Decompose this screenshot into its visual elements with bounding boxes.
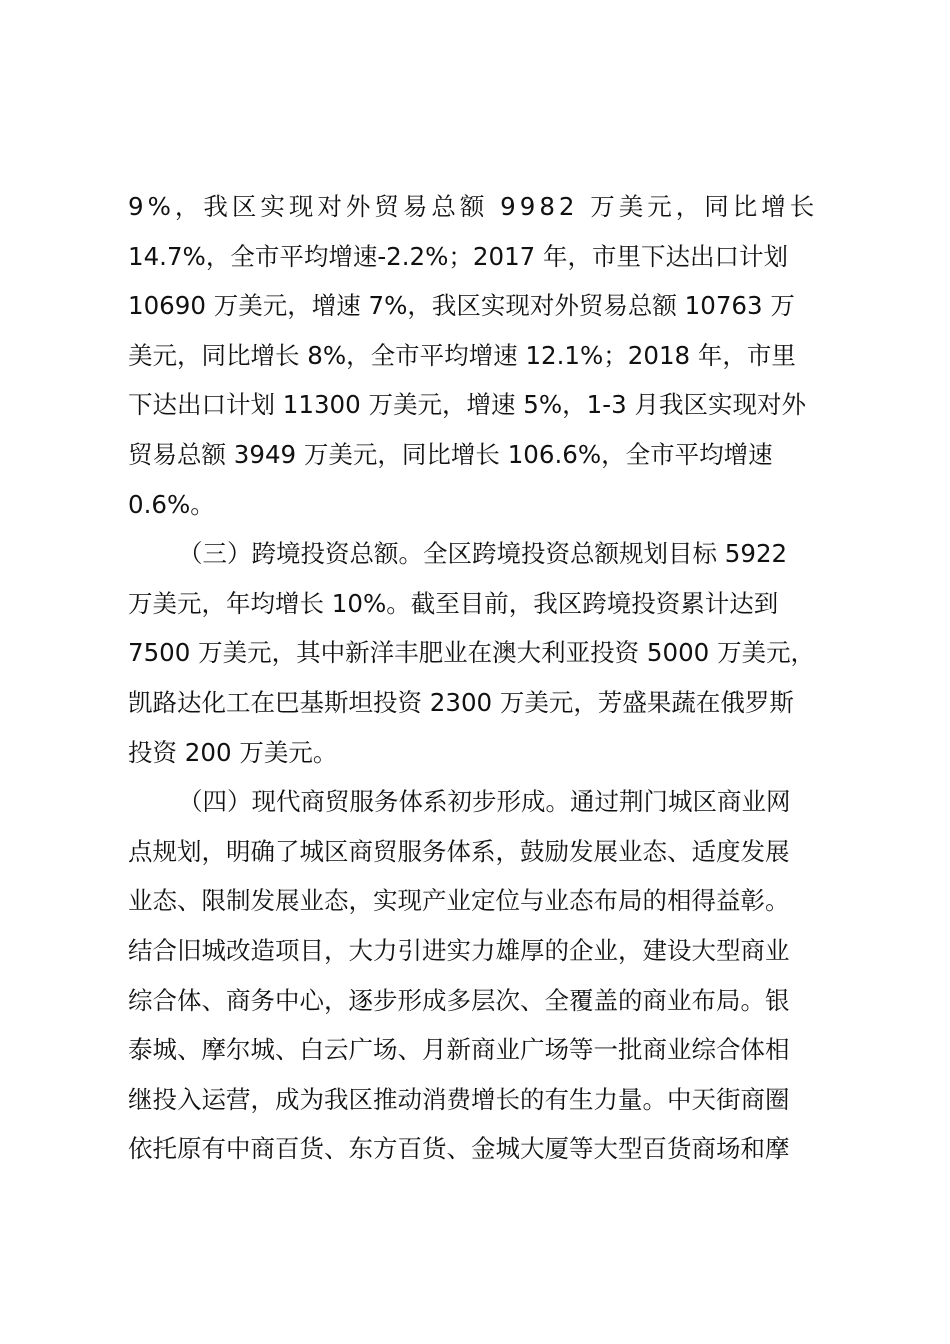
section-heading-line: （四）现代商贸服务体系初步形成。通过荆门城区商业网: [178, 787, 791, 817]
text-line: 依托原有中商百货、东方百货、金城大厦等大型百货商场和摩: [128, 1134, 790, 1164]
text-line: 万美元，年均增长 10%。截至目前，我区跨境投资累计达到: [128, 588, 779, 618]
text-line: 7500 万美元，其中新洋丰肥业在澳大利亚投资 5000 万美元，: [128, 638, 816, 668]
text-line: 下达出口计划 11300 万美元，增速 5%，1-3 月我区实现对外: [128, 390, 806, 420]
text-line: 14.7%，全市平均增速-2.2%；2017 年，市里下达出口计划: [128, 241, 789, 271]
text-line: 贸易总额 3949 万美元，同比增长 106.6%，全市平均增速: [128, 439, 773, 469]
text-line: 综合体、商务中心，逐步形成多层次、全覆盖的商业布局。银: [128, 985, 790, 1015]
text-line: 结合旧城改造项目，大力引进实力雄厚的企业，建设大型商业: [128, 935, 790, 965]
text-line: 美元，同比增长 8%，全市平均增速 12.1%；2018 年，市里: [128, 340, 796, 370]
text-line: 点规划，明确了城区商贸服务体系，鼓励发展业态、适度发展: [128, 836, 790, 866]
text-line: 继投入运营，成为我区推动消费增长的有生力量。中天街商圈: [128, 1084, 790, 1114]
section-heading-line: （三）跨境投资总额。全区跨境投资总额规划目标 5922: [178, 539, 788, 569]
text-line: 0.6%。: [128, 489, 215, 519]
text-line: 投资 200 万美元。: [128, 737, 338, 767]
text-line: 泰城、摩尔城、白云广场、月新商业广场等一批商业综合体相: [128, 1035, 790, 1065]
text-line: 9%，我区实现对外贸易总额 9982 万美元，同比增长: [128, 192, 819, 221]
text-line: 业态、限制发展业态，实现产业定位与业态布局的相得益彰。: [128, 886, 790, 916]
text-line: 凯路达化工在巴基斯坦投资 2300 万美元，芳盛果蔬在俄罗斯: [128, 687, 794, 717]
body-text: [128, 182, 828, 1174]
text-line: 10690 万美元，增速 7%，我区实现对外贸易总额 10763 万: [128, 291, 795, 321]
